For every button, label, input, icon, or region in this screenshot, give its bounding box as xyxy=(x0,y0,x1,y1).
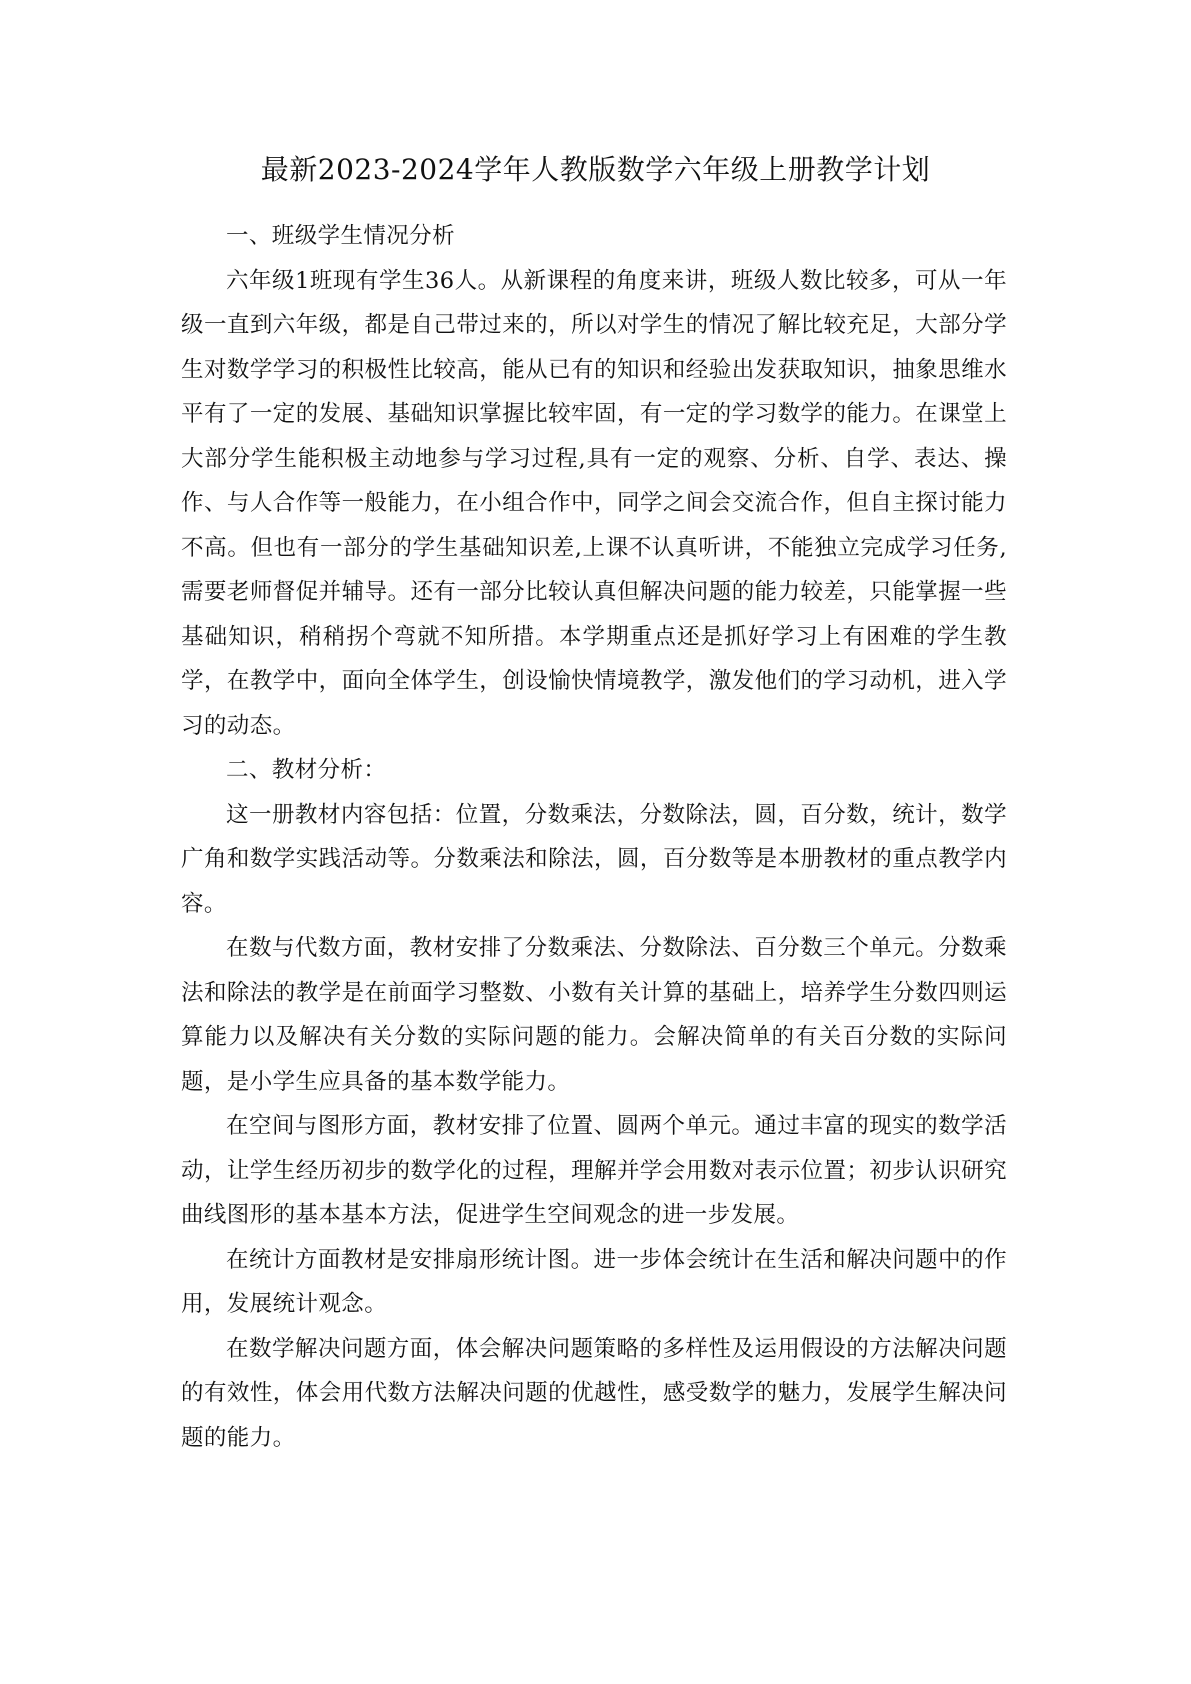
section-heading-class-analysis: 一、班级学生情况分析 xyxy=(226,223,456,249)
paragraph-statistics: 在统计方面教材是安排扇形统计图。进一步体会统计在生活和解决问题中的作用，发展统计观念。 xyxy=(181,1246,1007,1317)
paragraph-class-analysis: 六年级1班现有学生36人。从新课程的角度来讲，班级人数比较多，可从一年级一直到六年级，都是自己带过来的，所以对学生的情况了解比较充足，大部分学生对数学学习的积极性比较高，能从已有的知识和经验出发获取知识，抽象思维水平有了一定的发展、基础知识掌握比较牢固，有一定的学习数学的能力。在课堂上大部分学生能积极主动地参与学习过程,具有一定的观察、分析、自学、表达、操作、与人合作等一般能力，在小组合作中，同学之间会交流合作，但自主探讨能力不高。但也有一部分的学生基础知识差,上课不认真听讲，不能独立完成学习任务,需要老师督促并辅导。还有一部分比较认真但解决问题的能力较差，只能掌握一些基础知识，稍稍拐个弯就不知所措。本学期重点还是抓好学习上有困难的学生教学，在教学中，面向全体学生，创设愉快情境教学，激发他们的学习动机，进入学习的动态。 xyxy=(181,267,1007,739)
document-title: 最新2023-2024学年人教版数学六年级上册教学计划 xyxy=(260,153,931,186)
paragraph-problem-solving: 在数学解决问题方面，体会解决问题策略的多样性及运用假设的方法解决问题的有效性，体会用代数方法解决问题的优越性，感受数学的魅力，发展学生解决问题的能力。 xyxy=(181,1335,1007,1451)
paragraph-textbook-contents: 这一册教材内容包括：位置，分数乘法，分数除法，圆，百分数，统计，数学广角和数学实践活动等。分数乘法和除法，圆，百分数等是本册教材的重点教学内容。 xyxy=(181,801,1007,917)
document-body xyxy=(181,214,1007,1460)
paragraph-number-algebra: 在数与代数方面，教材安排了分数乘法、分数除法、百分数三个单元。分数乘法和除法的教学是在前面学习整数、小数有关计算的基础上，培养学生分数四则运算能力以及解决有关分数的实际问题的能力。会解决简单的有关百分数的实际问题，是小学生应具备的基本数学能力。 xyxy=(181,935,1007,1095)
section-heading-textbook-analysis: 二、教材分析： xyxy=(226,757,387,783)
paragraph-space-shapes: 在空间与图形方面，教材安排了位置、圆两个单元。通过丰富的现实的数学活动，让学生经历初步的数学化的过程，理解并学会用数对表示位置；初步认识研究曲线图形的基本基本方法，促进学生空间观念的进一步发展。 xyxy=(181,1113,1007,1228)
